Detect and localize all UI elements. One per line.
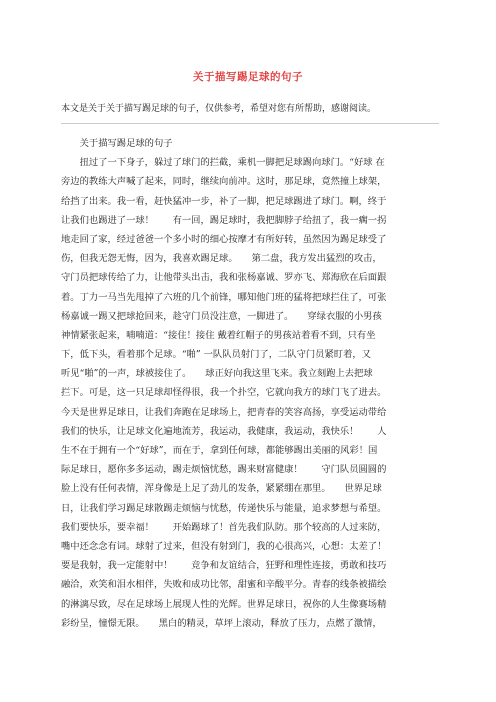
section-heading: 关于描写踢足球的句子 [61,138,173,149]
body-line: 融洽，欢笑和泪水相伴，失败和成功比邻，甜蜜和辛酸平分。青春的线条被描绘 [61,579,387,591]
body-line: 扭过了一下身子，躲过了球门的拦截，乘机一脚把足球踢向球门。“好球 在 [61,157,385,169]
body-line: 着。丁力一马当先甩掉了六班的几个前锋，哪知他门班的猛将把球拦住了，可张 [61,291,387,303]
body-line: 的淋漓尽致，尽在足球场上展现人性的光辉。世界足球日，祝你的人生像赛场精 [61,598,387,610]
divider [61,123,439,124]
body-line: 下，低下头，看着那个足球。“啪” 一队队员射门了，二队守门员紧盯着，又 [61,349,371,361]
body-line: 脸上没有任何表情，浑身像是上足了劲儿的发条，紧紧绷在那里。 世界足球 [61,483,382,495]
body-line: 给挡了出来。我一看，赶快猛冲一步，补了一脚，把足球踢进了球门。啊，终于 [61,195,387,207]
article-body [61,134,441,633]
body-line: 我们的快乐，让足球文化遍地流芳，我运动，我健康，我运动，我快乐！ 人 [61,425,387,437]
page-title: 关于描写踢足球的句子 [193,71,303,83]
body-line: 让我们也踢进了一球！ 有一回，踢足球时，我把脚脖子给扭了，我一瘸一拐 [61,214,387,226]
body-line: 嘴中还念念有词。球射了过来，但没有射到门，我的心很高兴，心想：太差了！ [61,540,387,552]
body-line: 旁边的教练大声喊了起来，同时，继续向前冲。这时，那足球，竟然撞上球架， [61,176,387,188]
body-line: 神情紧张起来，喃喃道：“接住！接住 戴着红帽子的男孩站着看不到，只有坐 [61,329,376,341]
body-line: 听见“啪”的一声，球被接住了。 球正好向我这里飞来。我立刻跑上去把球 [61,368,373,380]
body-line: 际足球日，愿你多多运动，踢走烦恼忧愁，踢来财富健康！ 守门队员圆圆的 [61,464,387,476]
body-line: 拦下。可是，这一只足球却怪得很，我一个扑空，它就向我方的球门飞了进去。 [61,387,387,399]
intro-text: 本文是关于关于描写踢足球的句子，仅供参考，希望对您有所帮助，感谢阅读。 [61,104,377,114]
body-line: 要是我射，我一定能射中！ 竞争和友谊结合，狂野和理性连接，勇敢和技巧 [61,560,387,572]
body-line: 生不在于拥有一个“好球”，而在于，拿到任何球，都能够踢出美丽的风彩！国 [61,445,378,456]
body-line: 我们要快乐，要幸福！ 开始踢球了！首先我们队防。那个较高的人过来防， [61,521,387,533]
body-line: 伤，但我无怨无悔，因为，我喜欢踢足球。 第二盘，我方发出猛烈的攻击， [61,253,382,265]
body-line: 守门员把球传给了力，让他带头出击，我和张杨嘉诚、罗亦飞、郑海欣在后面跟 [61,272,387,284]
body-line: 彩纷呈，憧憬无限。 黑白的精灵，草坪上滚动，释放了压力，点燃了激情， [61,617,382,629]
body-line: 杨嘉诚一踢又把球抢回来，趁守门员没注意，一脚进了。 穿绿衣服的小男孩 [61,310,382,322]
body-line: 日，让我们学习踢足球散踢走烦恼与忧愁，传递快乐与能量，追求梦想与希望。 [61,502,387,514]
body-line: 地走回了家，经过爸爸一个多小时的细心按摩才有所好转，虽然因为踢足球受了 [61,233,387,245]
body-line: 今天是世界足球日，让我们奔跑在足球场上，把青春的笑容高扬，享受运动带给 [61,406,387,418]
